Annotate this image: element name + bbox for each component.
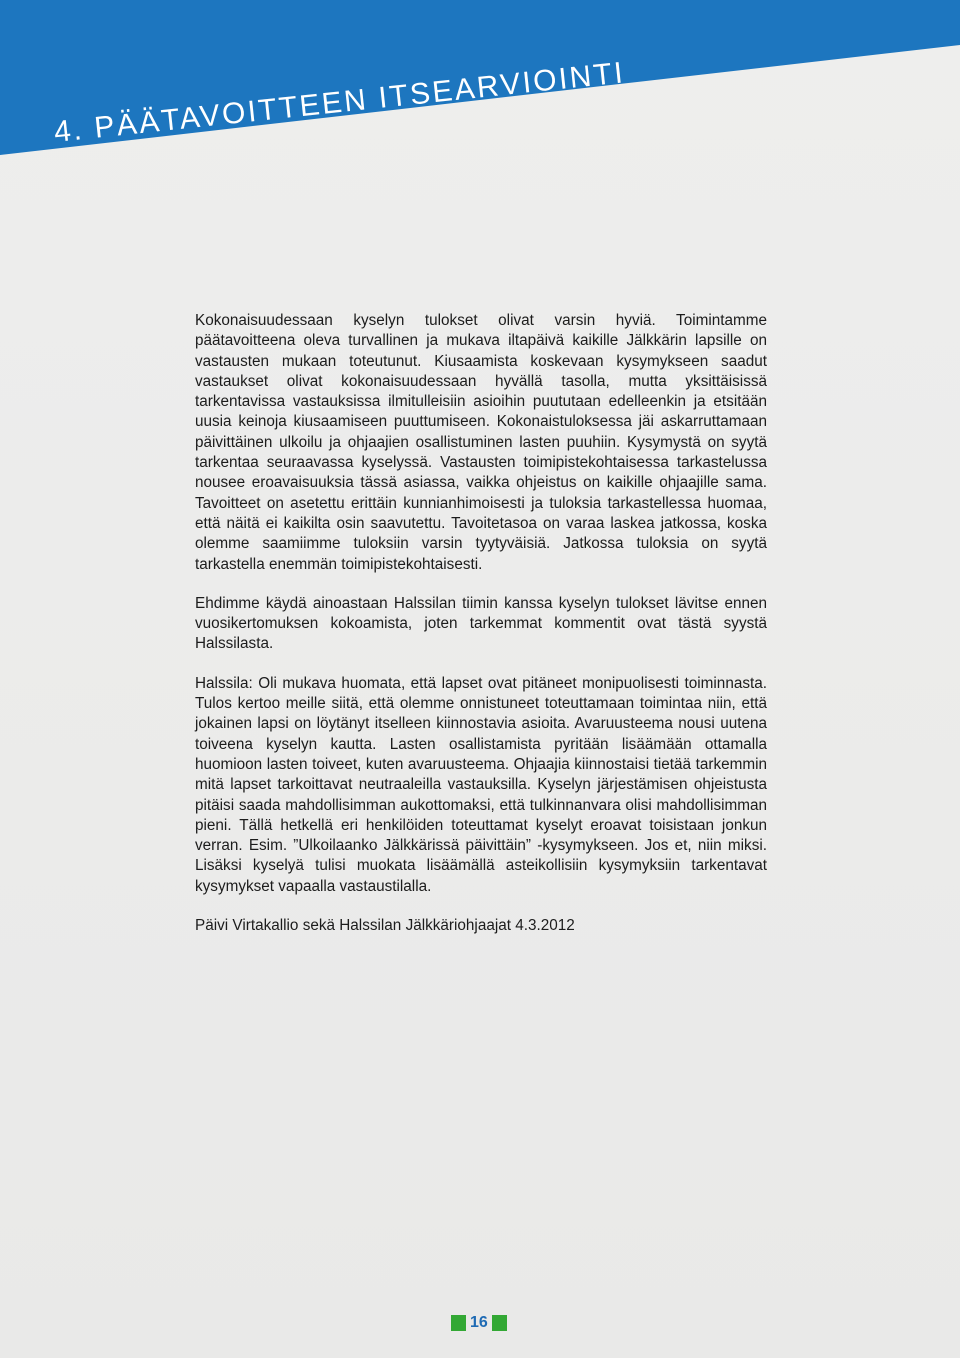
page-title: 4. PÄÄTAVOITTEEN ITSEARVIOINTI xyxy=(52,56,627,150)
signature-line: Päivi Virtakallio sekä Halssilan Jälkkäriohjaajat 4.3.2012 xyxy=(195,917,575,935)
green-square-icon xyxy=(492,1315,507,1331)
paragraph-team-note: Ehdimme käydä ainoastaan Halssilan tiimin kanssa kyselyn tulokset lävitse ennen vuosikertomuksen kokoamista, joten tarkemmat kommentit ovat tästä syystä Halssilasta. xyxy=(195,594,767,653)
green-square-icon xyxy=(451,1315,466,1331)
body-text xyxy=(195,311,767,955)
paragraph-summary: Kokonaisuudessaan kyselyn tulokset olivat varsin hyviä. Toimintamme päätavoitteena oleva turvallinen ja mukava iltapäivä kaikille Jälkkärin lapsille on vastausten mukaan toteutunut. Kiusaamista koskevaan kysymykseen saadut vastaukset olivat kokonaisuudessaan hyvällä tasolla, mutta yksittäisissä tarkentavissa vastauksissa ilmitulleisiin asioihin puututaan edelleenkin ja etsitään uusia keinoja kiusaamiseen puuttumiseen. Kokonaistuloksessa jäi askarruttamaan päivittäinen ulkoilu ja ohjaajien osallistuminen lasten puuhiin. Kysymystä on syytä tarkentaa seuraavassa kyselyssä. Vastausten toimipistekohtaisessa tarkastelussa nousee eroavaisuuksia tässä asiassa, vaikka ohjeistus on kaikille ohjaajille sama. Tavoitteet on asetettu erittäin kunnianhimoisesti ja tuloksia tarkastellessa huomaa, että näitä ei kaikilta osin saavutettu. Tavoitetasoa on varaa laskea jatkossa, koska olemme saamiimme tuloksiin varsin tyytyväisiä. Jatkossa tuloksia on syytä tarkastella enemmän toimipistekohtaisesti. xyxy=(195,312,767,573)
page-footer xyxy=(451,1313,507,1333)
page-number: 16 xyxy=(470,1314,488,1331)
paragraph-halssila: Halssila: Oli mukava huomata, että lapset ovat pitäneet monipuolisesti toiminnasta. Tulos kertoo meille siitä, että olemme onnistuneet toteuttamaan toimintaa niin, että jokainen lapsi on löytänyt itselleen kiinnostavia asioita. Avaruusteema nousi uutena toiveena kyselyn kautta. Lasten osallistamista pyritään lisäämään ottamalla huomioon lasten toiveet, kuten avaruusteema. Ohjaajia kiinnostaisi tietää tarkemmin mitä lapset tarkoittavat neutraaleilla vastauksilla. Kyselyn järjestämisen ohjeistusta pitäisi saada mahdollisimman aukottomaksi, että tulkinnanvara olisi mahdollisimman pieni. Tällä hetkellä eri henkilöiden toteuttamat kyselyt eroavat toisistaan jonkun verran. Esim. ”Ulkoilaanko Jälkkärissä päivittäin” -kysymykseen. Jos et, niin miksi. Lisäksi kyselyä tulisi muokata lisäämällä asteikollisiin kysymyksiin tarkentavat kysymykset vapaalla vastaustilalla. xyxy=(195,674,767,895)
